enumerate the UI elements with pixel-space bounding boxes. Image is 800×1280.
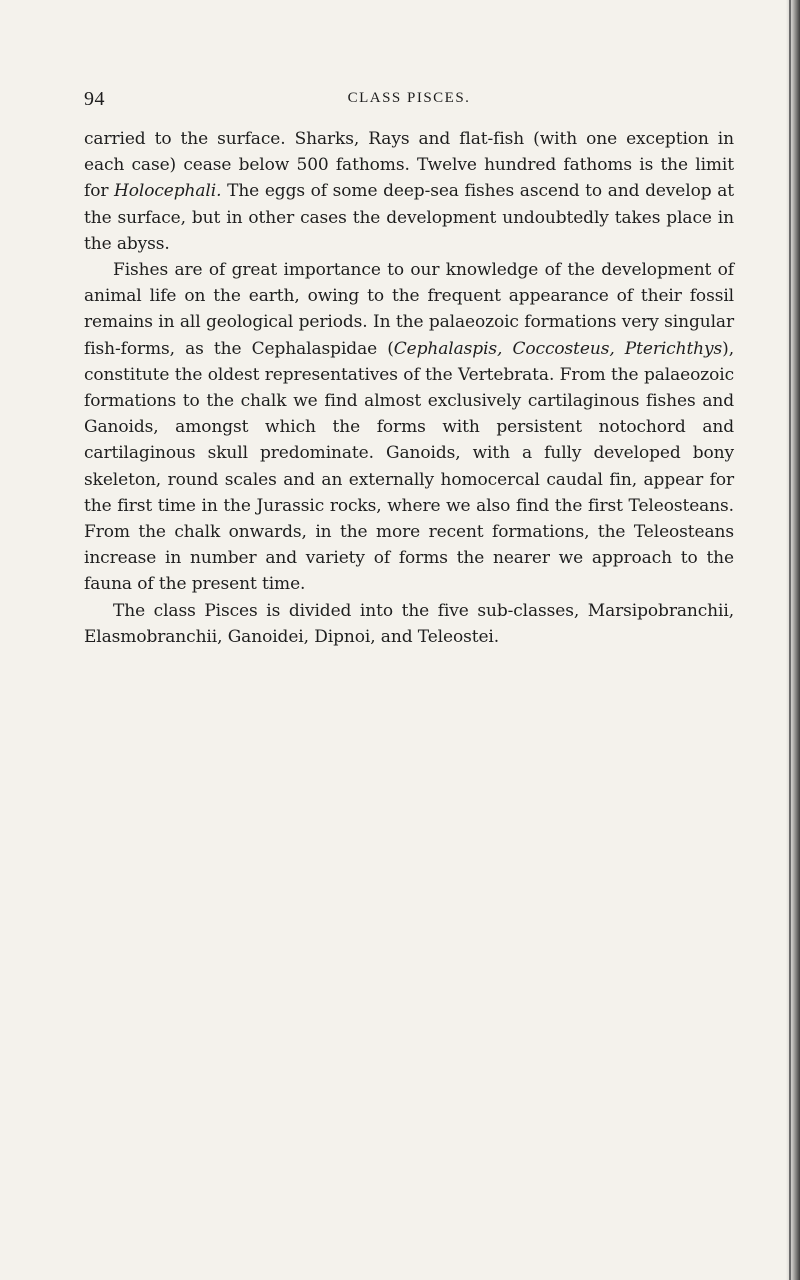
paragraph-fossil-fishes	[84, 257, 734, 598]
page-number: 94	[84, 88, 105, 110]
body-text	[84, 126, 734, 650]
paragraph-continued	[84, 126, 734, 257]
text-run: The eggs of some deep-sea fishes ascend to and develop at the surface, but in other cases the development undoubtedly takes place in the abyss.	[84, 181, 734, 254]
text-run: carried to the surface. Sharks, Rays and flat-fish (with one exception in each case) cease below 500 fathoms. Twelve hundred fathoms is the limit for	[84, 129, 734, 202]
text-run: Fishes are of great importance to our knowledge of the development of animal life on the earth, owing to the frequent appearance of their fossil remains in all geological periods. In the palaeozoic formations very singular fish-forms, as the Cephalaspidae (	[84, 260, 734, 359]
paragraph-sub-classes	[84, 598, 734, 650]
running-head	[84, 88, 734, 112]
italic-text-run: Cephalaspis, Coccosteus, Pterichthys	[393, 338, 723, 359]
text-run: The class Pisces is divided into the five sub-classes, Marsipobranchii, Elasmobranchii, Ganoidei, Dipnoi, and Teleostei.	[84, 600, 734, 647]
page-edge-line	[789, 0, 791, 1280]
text-run: ), constitute the oldest representatives of the Vertebrata. From the palaeozoic formations to the chalk we find almost exclusively cartilaginous fishes and Ganoids, amongst which the forms with persistent notochord and cartilaginous skull predominate. Ganoids, with a fully developed bony skeleton, round scales and an externally homocercal caudal fin, appear for the first time in the Jurassic rocks, where we also find the first Teleosteans. From the chalk onwards, in the more recent formations, the Teleosteans increase in number and variety of forms the nearer we approach to the fauna of the present time.	[84, 338, 734, 595]
italic-text-run: Holocephali.	[114, 181, 222, 202]
section-title: CLASS PISCES.	[347, 90, 471, 106]
